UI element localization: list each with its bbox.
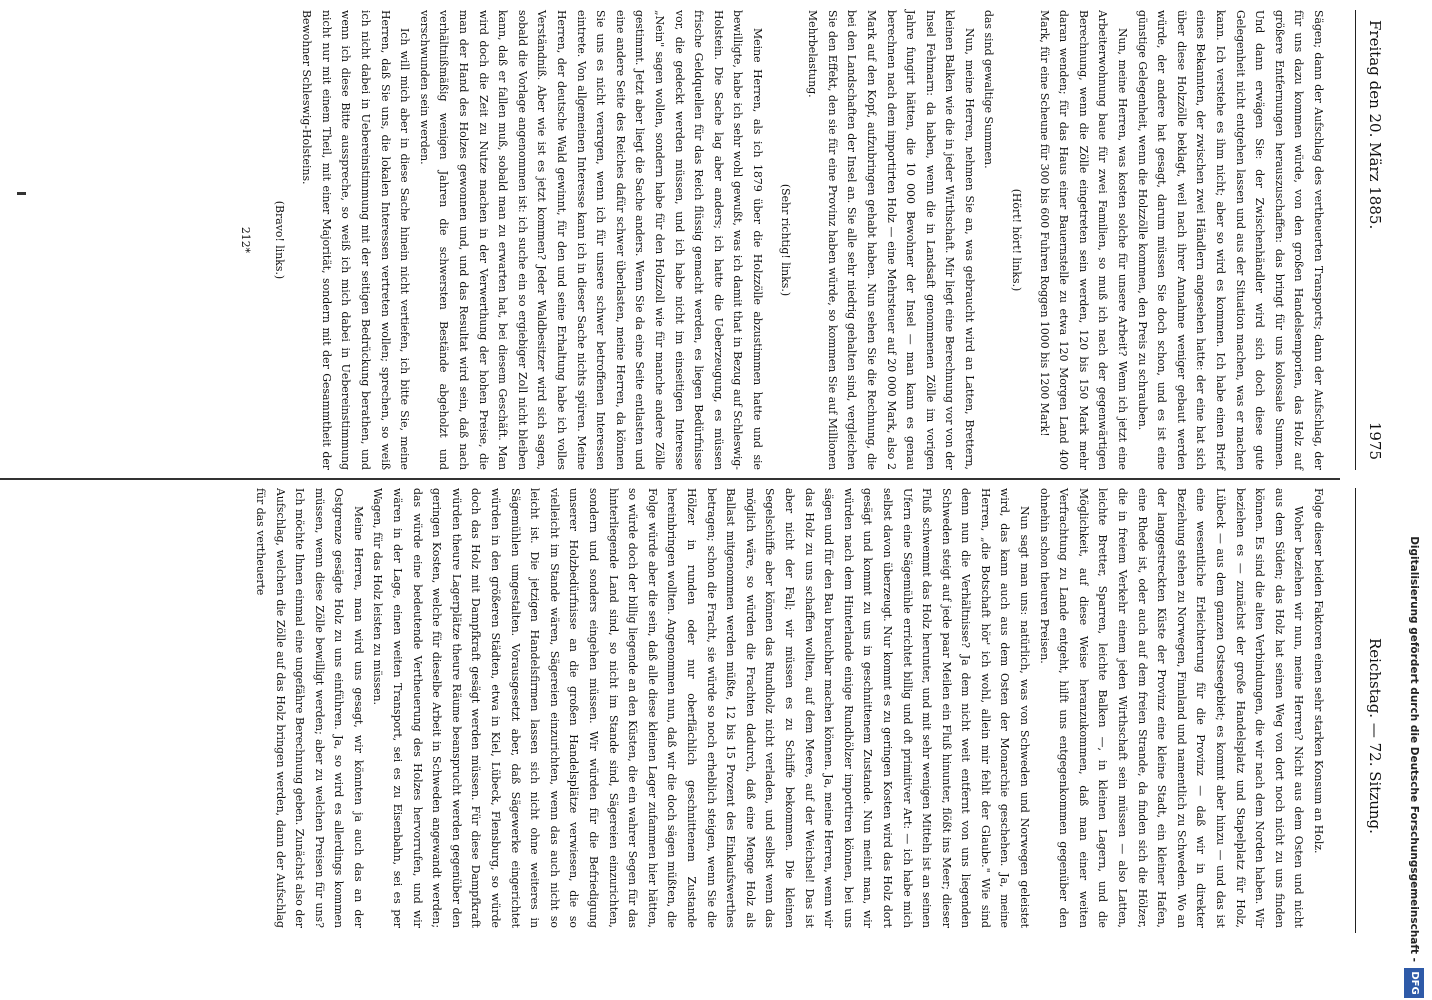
paragraph: Meine Herren, als ich 1879 über die Holzzölle abzustimmen hatte und sie bewilligte, habe ich sehr wohl gewußt, was ich damit that in Bezug auf Schleswig-Holstein. Die Sache lag aber anders; ich hatte die Ueberzeugung, es müssen frische Geldquellen für das Reich flüssig gemacht werden, es liegen Bedürfnisse vor, die gedeckt werden müssen, und ich habe nicht im einseitigen Interesse „Nein" sagen wollen, sondern habe für den Holzzoll wie für manche andere Zölle gestimmt. Jetzt aber liegt die Sache anders. Wenn Sie da eine Seite entlasten und eine andere Seite des Reiches dafür schwer überlasten, meine Herren, da können Sie uns es nicht verargen, wenn ich für unsere schwer betroffenen Interessen eintrete. Von allgemeinen Interesse kann ich in dieser Sache nichts spüren. Meine Herren, der deutsche Wald gewinnt, für den und seine Erhaltung habe ich volles Verständniß. Aber wie ist es jetzt kommen? Jeder Waldbesitzer wird sich sagen, sobald die Vorlage angenommen ist: ich suche ein so ergiebiger Zoll nicht bleiben kann, daß er fallen muß, sobald man zu erwarten hat, bei diesem Geschäft. Man wird doch die Zeit zu Nutze machen in der Verwerthung der hohen Preise, die man der Hand des Holzes gewonnen und, und das Resultat wird sein, daß nach verhältnißmäßig wenigen Jahren die schwersten Bestände abgeholzt und verschwunden sein werden. [417,10,764,470]
paragraph: Ich will mich aber in diese Sache hinein nicht vertiefen, ich bitte Sie, meine Herren, daß Sie uns, die lokalen Interessen vertreten wollen; sprechen, so weiß ich nicht dabei in Uebereinstimmung mit der seitigen Bedrückung berathen, und wenn ich diese Bitte ausspreche, so weiß ich mich dabei in Uebereinstimmung nicht nur mit einem Theil, mit einer Majorität, sondern mit der Gesammtheit der Bewohner Schleswig-Holsteins. [300,10,412,470]
page-number: 1975 [1366,421,1384,460]
interjection: (Sehr richtig! links.) [778,183,792,297]
paragraph: Woher beziehen wir nun, meine Herren? Nicht aus dem Osten und nicht aus dem Süden; das Holz hat seinen Weg von dort noch nicht zu uns finden können. Es sind die alten Verbindungen, die wir nach dem Norden haben. Wir beziehen es — zunächst der große Handelsplatz und Stapelplatz für Holz, Lübeck — aus dem ganzen Ostseegebiet; es kommt aber hinzu — und das ist eine wesentliche Erleichterung für die Provinz — daß wir in direkter Beziehung stehen zu Norwegen, Finnland und namentlich zu Schweden. Wo an der langgestreckten Küste der Provinz eine kleine Stadt, ein kleiner Hafen, eine Rhede ist, oder auch auf dem freien Strande, da finden sich die Hölzer, die in freiem Verkehr einem jeden Wirthschaft sein müssen — also Latten, leichte Bretter, Sparren, leichte Balken —, in kleinen Lagern, und die Möglichkeit, auf diese Weise heranzukommen, daß man einer weiten Verfrachtung zu Lande entgeht, hilft uns entgegenkommen gegenüber den ohnehin schon theuren Preisen. [1037,488,1306,928]
left-text-column [8,488,1328,928]
dfg-credit [1398,0,1430,1000]
column-divider [0,478,1340,480]
dfg-logo: DFG [1404,968,1424,998]
interjection: (Hört! hört! links.) [1010,188,1024,292]
paragraph: Folge dieser beiden Faktoren einen sehr starken Konsum an Holz. [1312,488,1325,854]
interjection: (Bravo! links.) [272,200,286,280]
right-text-column [58,10,1328,470]
paragraph: das sind gewaltige Summen. [982,10,996,169]
right-page-header [1355,10,1396,470]
signature-mark: 212* [239,226,253,254]
paragraph: Nun sagt man uns: natürlich, was von Schweden und Norwegen geleistet wird, das kann auch aus dem Osten der Monarchie geschehen. Ja, meine Herren, „die Botschaft hör' ich wohl, allein mir fehlt der Glaube." Wie sind denn nun die Verhältnisse? Ja dem nicht weit entfernt von uns liegenden Schweden steigt auf jede paar Meilen ein Fluß hinunter, flößt ins Meer; dieser Fluß schwemmt das Holz herunter, und mit sehr wenigen Mitteln ist an seinen Ufern eine Sägemühle errichtet billig und oft primitiver Art: — ich habe mich selbst davon überzeugt. Nur kommt es zu geringen Kosten wird das Holz dort gesägt und kommt zu uns in geschnittenem Zustande. Nun meint man, wir würden nach dem Hinterlande einige Rundhölzer importiren können, bei uns sägen und für den Bau brauchbar machen können. Ja, meine Herren, wenn wir das Holz zu uns schaffen wollten, auf dem Meere, auf der Weichsel! Das ist aber nicht der Fall; wir müssen es zu Schiffe bekommen. Die kleinen Segelschiffe aber können das Rundholz nicht verladen, und selbst wenn das möglich wäre, so würden die Frachten dadurch, daß eine Menge Holz als Ballast mitgenommen werden müßte, 12 bis 15 Prozent des Einkaufswerthes betragen; schon die Fracht, sie würde so noch erheblich steigen, wenn Sie die Hölzer in runden oder nur oberflächlich geschnittenem Zustande hereinbringen wollten. Angenommen nun, daß wir die doch sägen müßten, die Folge würde aber die sein, daß alle diese kleinen Lager zufammen hier hätten, so würde doch der billig liegende an den Küsten, die ein wahrer Segen für das hinterliegende Land sind, so nicht im Stande sind, Sägereien einzurichten, sondern und sonders eingehen müssen. Wir würden für die Befriedigung unserer Holzbedürfnisse an die großen Handelsplätze verwiesen, die so vielleicht im Stande wären, Sägereien einzurichten, wenn das auch nicht so leicht ist. Die jetzigen Handelsfirmen lassen sich nicht ohne weiteres in Sägemühlen umgestalten. Vorausgesetzt aber, daß Sägewerke eingerichtet würden in den größeren Städten, etwa in Kiel, Lübeck, Flensburg, so würde doch das Holz mit Dampfkraft gesägt werden müssen. Für diese Dampfkraft würden theure Lagerplätze theure Räume beansprucht werden gegenüber den geringen Kosten, welche für dieselbe Arbeit in Schweden angewandt werden; das würde eine bedeutende Vertheuerung des Holzes hervorrufen, und wir wären in der Lage, einen weiten Transport, sei es zu Eisenbahn, sei es per Wagen, für das Holz leisten zu müssen. [371,488,1032,928]
page-mark [17,192,26,195]
paragraph: Meine Herren, man wird uns gesagt, wir könnten ja auch das an der Ostgrenze gesägte Holz zu uns einführen. Ja, so wird es allerdings kommen müssen, wenn diese Zölle bewilligt werden; aber zu welchen Preisen für uns? Ich möchte Ihnen einmal eine ungefähre Berechnung geben. Zunächst also der Aufschlag, welchen die Zölle auf das Holz bringen werden, dann der Aufschlag für das vertheuerte [253,488,365,928]
paragraph: Sägen; dann der Aufschlag des vertheuerten Transports; dann der Aufschlag, der für uns dazu kommen würde, von den großen Handelsemporien, das Holz auf größere Entfernungen herauszuschaffen: das bringt für uns kolossale Summen. Und dann erwägen Sie: der Zwischenhändler wird sich doch diese gute Gelegenheit nicht entgehen lassen und aus der Situation machen, was er machen kann. Ich verstehe es ihm nicht; aber so wird es kommen. Ich habe einen Brief eines Bekannten, der zwischen zwei Händlern angesehen hatte: der eine hat sich über diese Holzzölle beklagt, weil nach ihrer Annahme weniger gebaut werden würde, der andere hat gesagt, darum müssen Sie doch schon, und es ist eine günstige Gelegenheit, wenn die Holzzölle kommen, den Preis zu schrauben. [1135,10,1325,470]
right-header-date: Freitag den 20. März 1885. [1366,20,1384,230]
paragraph: Nun, meine Herren, nehmen Sie an, was gebraucht wird an Latten, Brettern, kleinen Balken wie die in jeder Wirthschaft. Mir liegt eine Berechnung vor von der Insel Fehmarn: da haben, wenn die in Landsaft genommenen Zölle im vorigen Jahre fungirt hätten, die 10 000 Bewohner der Insel — man kann es genau berechnen nach dem importirten Holz — eine Mehrsteuer auf 20 000 Mark, also 2 Mark auf den Kopf, aufzubringen gehabt haben. Nun sehen Sie die Rechnung, die bei den Landschaften der Insel an. Sie alle sehr niedrig gehalten sind, vergleichen Sie den Effekt, den sie für eine Provinz haben würde, so kommen Sie auf Millionen Mehrbelastung. [806,10,976,470]
paragraph: Nun, meine Herren, was kosten solche für unsere Arbeit? Wenn ich jetzt eine Arbeiterwohnung baue für zwei Familien, so muß ich nach der gegenwärtigen Berechnung, wenn die Zölle eingetreten sein werden, 120 bis 150 Mark mehr daran wenden; für das Haus einer Bauernstelle zu etwa 120 Morgen Land 400 Mark, für eine Scheune für 300 bis 600 Fuhren Roggen 1000 bis 1200 Mark! [1037,10,1130,470]
left-header-title: Reichstag. — 72. Sitzung. [1366,638,1384,834]
left-page-header [1355,488,1396,933]
dfg-credit-text: Digitalisierung gefördert durch die Deutsche Forschungsgemeinschaft - [1408,536,1420,962]
